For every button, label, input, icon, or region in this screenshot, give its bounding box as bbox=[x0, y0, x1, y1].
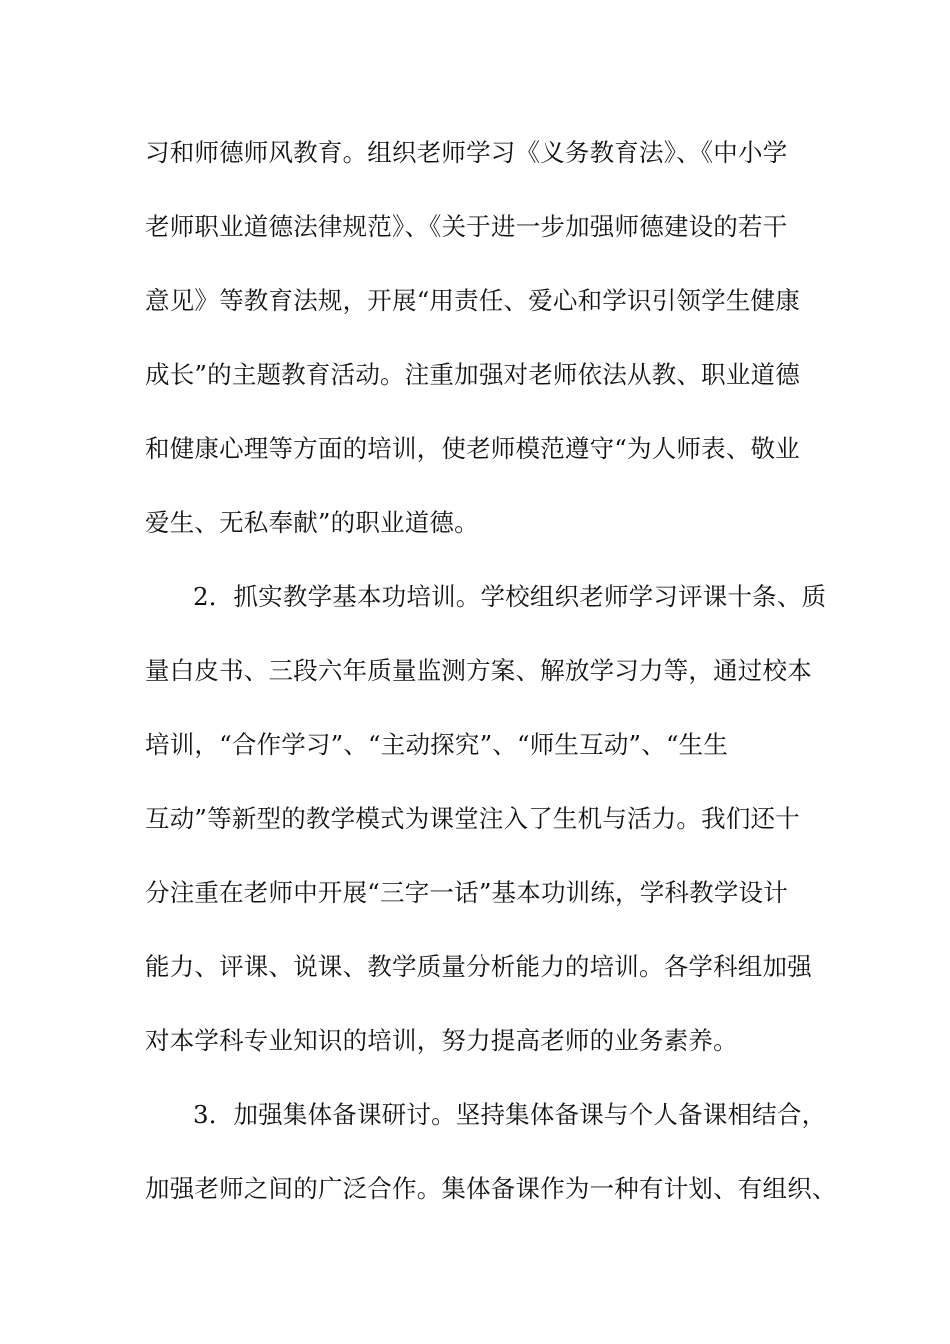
text-line: 分注重在老师中开展“三字一话”基本功训练，学科教学设计 bbox=[145, 878, 788, 907]
text-line: 老师职业道德法律规范》、《关于进一步加强师德建设的若干 bbox=[145, 212, 788, 241]
paragraph-start-line: 2．抓实教学基本功培训。学校组织老师学习评课十条、质 bbox=[193, 582, 827, 611]
text-line: 和健康心理等方面的培训，使老师模范遵守“为人师表、敬业 bbox=[145, 434, 800, 463]
text-line: 意见》等教育法规，开展“用责任、爱心和学识引领学生健康 bbox=[145, 286, 800, 315]
text-line: 能力、评课、说课、教学质量分析能力的培训。各学科组加强 bbox=[145, 952, 812, 981]
text-line: 爱生、无私奉献”的职业道德。 bbox=[145, 508, 479, 537]
text-line: 量白皮书、三段六年质量监测方案、解放学习力等，通过校本 bbox=[145, 656, 812, 685]
paragraph-start-line: 3．加强集体备课研讨。坚持集体备课与个人备课相结合， bbox=[193, 1100, 827, 1129]
text-line: 培训，“合作学习”、“主动探究”、“师生互动”、“生生 bbox=[145, 730, 729, 759]
text-line: 加强老师之间的广泛合作。集体备课作为一种有计划、有组织、 bbox=[145, 1174, 837, 1203]
text-line: 习和师德师风教育。组织老师学习《义务教育法》、《中小学 bbox=[145, 138, 788, 167]
text-line: 成长”的主题教育活动。注重加强对老师依法从教、职业道德 bbox=[145, 360, 800, 389]
text-line: 对本学科专业知识的培训，努力提高老师的业务素养。 bbox=[145, 1026, 738, 1055]
text-line: 互动”等新型的教学模式为课堂注入了生机与活力。我们还十 bbox=[145, 804, 800, 833]
